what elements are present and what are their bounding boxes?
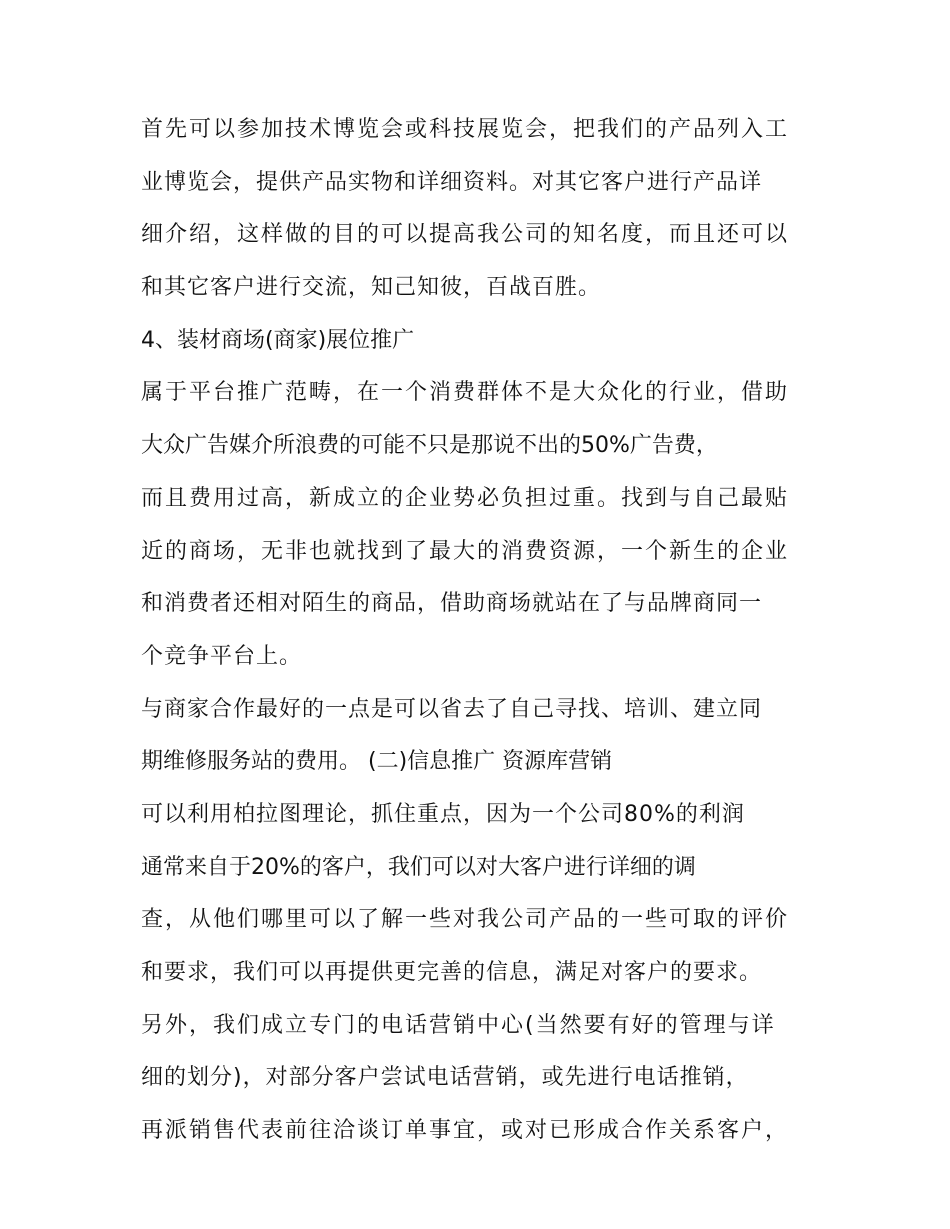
paragraph-line: 通常来自于20%的客户，我们可以对大客户进行详细的调 — [141, 854, 696, 880]
paragraph-line: 个竞争平台上。 — [141, 643, 303, 669]
paragraph-line: 和其它客户进行交流，知己知彼，百战百胜。 — [141, 275, 602, 301]
paragraph-line: 与商家合作最好的一点是可以省去了自己寻找、培训、建立同 — [141, 696, 763, 722]
paragraph-line: 可以利用柏拉图理论，抓住重点，因为一个公司80%的利润 — [141, 801, 745, 827]
paragraph-line: 和消费者还相对陌生的商品，借助商场就站在了与品牌商同一 — [141, 591, 763, 617]
paragraph-line: 大众广告媒介所浪费的可能不只是那说不出的50%广告费， — [141, 433, 718, 459]
paragraph-line: 而且费用过高，新成立的企业势必负担过重。找到与自己最贴 — [141, 485, 790, 511]
paragraph-line: 细的划分)，对部分客户尝试电话营销，或先进行电话推销， — [141, 1065, 749, 1091]
paragraph-line: 另外，我们成立专门的电话营销中心(当然要有好的管理与详 — [141, 1012, 776, 1038]
paragraph-line: 期维修服务站的费用。 (二)信息推广 资源库营销 — [141, 749, 613, 775]
paragraph-line: 业博览会，提供产品实物和详细资料。对其它客户进行产品详 — [141, 169, 763, 195]
section-heading: 4、装材商场(商家)展位推广 — [141, 327, 415, 353]
paragraph-line: 和要求，我们可以再提供更完善的信息，满足对客户的要求。 — [141, 960, 763, 985]
paragraph-line: 属于平台推广范畴，在一个消费群体不是大众化的行业，借助 — [141, 380, 790, 406]
paragraph-line: 查，从他们哪里可以了解一些对我公司产品的一些可取的评价 — [141, 907, 790, 933]
paragraph-line: 近的商场，无非也就找到了最大的消费资源，一个新生的企业 — [141, 538, 790, 564]
paragraph-line: 首先可以参加技术博览会或科技展览会，把我们的产品列入工 — [141, 117, 790, 142]
paragraph-line: 再派销售代表前往洽谈订单事宜，或对已形成合作关系客户， — [141, 1118, 790, 1144]
paragraph-line: 细介绍，这样做的目的可以提高我公司的知名度，而且还可以 — [141, 222, 790, 248]
document-body — [141, 104, 821, 1158]
